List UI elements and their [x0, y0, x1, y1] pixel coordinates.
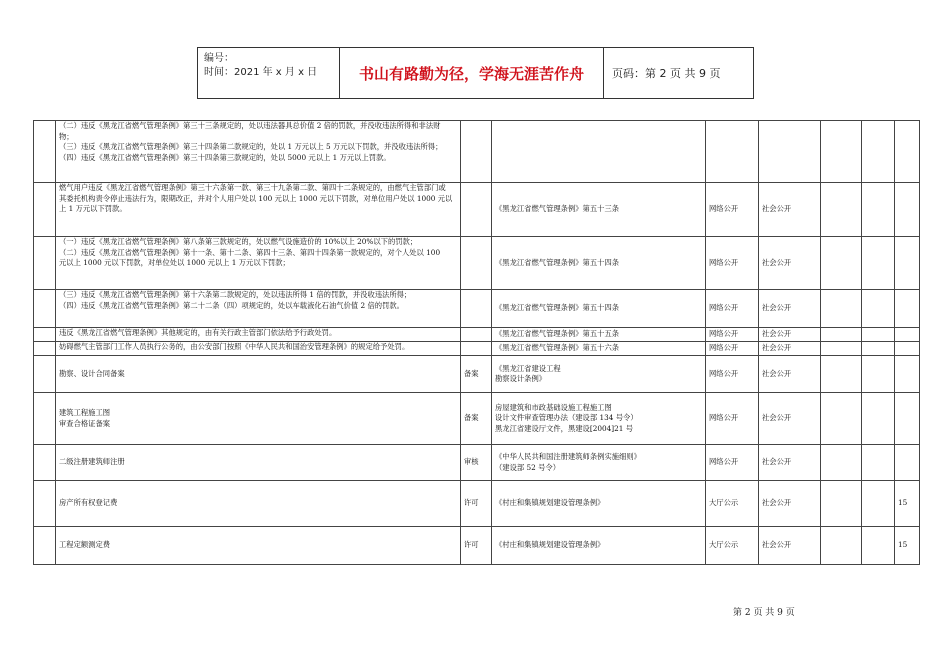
basis-text-line: 黑龙江省建设厅文件，黑建设[2004]21 号	[495, 423, 634, 433]
scope-cell: 社会公开	[759, 393, 821, 445]
row-index-cell	[34, 183, 56, 237]
days-cell	[895, 237, 920, 290]
days-cell	[895, 393, 920, 445]
method-cell	[706, 121, 759, 183]
blank-cell	[862, 342, 895, 356]
item-cell	[56, 356, 461, 393]
type-cell: 许可	[461, 527, 492, 565]
days-cell	[895, 356, 920, 393]
basis-text-line: 《黑龙江省建设工程	[495, 363, 561, 373]
blank-cell	[821, 183, 862, 237]
item-text-line: 其委托机构责令停止违法行为，限期改正，并对个人用户处以 100 元以上 1000 元以下罚款，对单位用户处以 1000 元以	[59, 193, 453, 203]
item-text-line: 违反《黑龙江省燃气管理条例》其他规定的，由有关行政主管部门依法给予行政处罚。	[59, 328, 337, 337]
blank-cell	[862, 237, 895, 290]
method-cell: 大厅公示	[706, 481, 759, 527]
scope-cell	[759, 121, 821, 183]
scope-cell: 社会公开	[759, 328, 821, 342]
blank-cell	[862, 290, 895, 328]
method-cell: 网络公开	[706, 183, 759, 237]
item-cell	[56, 121, 461, 183]
type-cell: 许可	[461, 481, 492, 527]
header-meta	[198, 48, 340, 98]
item-text-line: （二）违反《黑龙江省燃气管理条例》第十一条、第十二条、第四十三条、第四十四条第一款规定的，对个人处以 100	[59, 247, 441, 257]
table-row	[34, 393, 920, 445]
item-text-line: 房产所有权登记费	[59, 498, 118, 508]
blank-cell	[862, 121, 895, 183]
item-text-line: （四）违反《黑龙江省燃气管理条例》第二十二条（四）项规定的，处以车载液化石油气价值 2 倍的罚款。	[59, 300, 404, 310]
row-index-cell	[34, 342, 56, 356]
basis-cell	[492, 183, 706, 237]
blank-cell	[821, 481, 862, 527]
basis-text-line: 《黑龙江省燃气管理条例》第五十四条	[495, 257, 620, 267]
item-text-line: （二）违反《黑龙江省燃气管理条例》第三十三条规定的，处以违法器具总价值 2 倍的罚款，并没收违法所得和非法财	[59, 121, 441, 130]
type-cell	[461, 183, 492, 237]
item-cell	[56, 481, 461, 527]
row-index-cell	[34, 445, 56, 481]
blank-cell	[862, 393, 895, 445]
page-header	[197, 47, 754, 99]
scope-cell: 社会公开	[759, 527, 821, 565]
basis-text-line: 设计文件审查管理办法（建设部 134 号令）	[495, 413, 638, 423]
basis-text-line: 《黑龙江省燃气管理条例》第五十四条	[495, 303, 620, 313]
blank-cell	[821, 121, 862, 183]
document-number-label: 编号：	[204, 53, 234, 64]
scope-cell: 社会公开	[759, 445, 821, 481]
basis-cell	[492, 481, 706, 527]
item-cell	[56, 183, 461, 237]
basis-cell	[492, 527, 706, 565]
basis-text-line: 《村庄和集镇规划建设管理条例》	[495, 540, 605, 550]
item-cell	[56, 328, 461, 342]
blank-cell	[862, 481, 895, 527]
row-index-cell	[34, 121, 56, 183]
blank-cell	[862, 183, 895, 237]
row-index-cell	[34, 527, 56, 565]
blank-cell	[862, 328, 895, 342]
item-text-line: 工程定额测定费	[59, 540, 111, 550]
basis-cell	[492, 328, 706, 342]
item-cell	[56, 445, 461, 481]
page-footer: 第 2 页 共 9 页	[733, 608, 795, 618]
days-cell	[895, 342, 920, 356]
blank-cell	[821, 393, 862, 445]
item-text-line: 燃气用户违反《黑龙江省燃气管理条例》第三十六条第一款、第三十九条第二款、第四十二条规定的，由燃气主管部门或	[59, 183, 446, 192]
item-cell	[56, 527, 461, 565]
basis-text-line: 《村庄和集镇规划建设管理条例》	[495, 498, 605, 508]
type-cell	[461, 328, 492, 342]
table-row	[34, 183, 920, 237]
table-row	[34, 445, 920, 481]
days-cell	[895, 121, 920, 183]
type-cell	[461, 290, 492, 328]
item-text-line: 元以上 1000 元以下罚款，对单位处以 1000 元以上 1 万元以下罚款；	[59, 258, 290, 267]
table-row	[34, 328, 920, 342]
days-cell	[895, 290, 920, 328]
row-index-cell	[34, 393, 56, 445]
type-cell: 审核	[461, 445, 492, 481]
item-text-line: 妨碍燃气主管部门工作人员执行公务的，由公安部门按照《中华人民共和国治安管理条例》的规定给予处罚。	[59, 342, 410, 351]
row-index-cell	[34, 328, 56, 342]
scope-cell: 社会公开	[759, 481, 821, 527]
item-text-line: 上 1 万元以下罚款。	[59, 204, 127, 213]
item-cell	[56, 290, 461, 328]
scope-cell: 社会公开	[759, 183, 821, 237]
blank-cell	[821, 445, 862, 481]
basis-text-line: 《中华人民共和国注册建筑师条例实施细则》	[495, 452, 641, 461]
table-row	[34, 356, 920, 393]
basis-cell	[492, 237, 706, 290]
type-cell	[461, 121, 492, 183]
item-text-line: 审查合格证备案	[59, 418, 111, 428]
row-index-cell	[34, 290, 56, 328]
basis-text-line: 《黑龙江省燃气管理条例》第五十三条	[495, 204, 620, 214]
basis-cell	[492, 290, 706, 328]
item-cell	[56, 237, 461, 290]
days-cell	[895, 183, 920, 237]
basis-cell	[492, 445, 706, 481]
method-cell: 网络公开	[706, 328, 759, 342]
days-cell	[895, 445, 920, 481]
blank-cell	[821, 342, 862, 356]
method-cell: 网络公开	[706, 237, 759, 290]
item-text-line: （三）违反《黑龙江省燃气管理条例》第三十四条第二款规定的，处以 1 万元以上 5 万元以下罚款，并没收违法所得；	[59, 142, 443, 151]
basis-text-line: 《黑龙江省燃气管理条例》第五十六条	[495, 343, 620, 353]
row-index-cell	[34, 237, 56, 290]
basis-text-line: 《黑龙江省燃气管理条例》第五十五条	[495, 329, 620, 339]
blank-cell	[821, 237, 862, 290]
blank-cell	[862, 445, 895, 481]
item-text-line: （三）违反《黑龙江省燃气管理条例》第十六条第二款规定的，处以违法所得 1 倍的罚款，并没收违法所得；	[59, 290, 412, 299]
header-motto: 书山有路勤为径，学海无涯苦作舟	[340, 48, 604, 98]
method-cell: 大厅公示	[706, 527, 759, 565]
table-row	[34, 527, 920, 565]
basis-text-line: （建设部 52 号令）	[495, 462, 561, 472]
item-text-line: 勘察、设计合同备案	[59, 368, 125, 378]
basis-cell	[492, 121, 706, 183]
basis-text-line: 房屋建筑和市政基础设施工程施工图	[495, 402, 612, 412]
item-cell	[56, 393, 461, 445]
basis-cell	[492, 356, 706, 393]
method-cell: 网络公开	[706, 356, 759, 393]
item-cell	[56, 342, 461, 356]
days-cell: 15	[895, 481, 920, 527]
type-cell: 备案	[461, 393, 492, 445]
blank-cell	[821, 527, 862, 565]
blank-cell	[821, 290, 862, 328]
basis-cell	[492, 393, 706, 445]
blank-cell	[862, 356, 895, 393]
document-date: 时间：2021 年 x 月 x 日	[204, 67, 318, 78]
method-cell: 网络公开	[706, 290, 759, 328]
regulation-table	[33, 120, 920, 565]
table-row	[34, 290, 920, 328]
header-page-number: 页码：第 2 页 共 9 页	[612, 67, 721, 80]
table-row	[34, 237, 920, 290]
days-cell	[895, 328, 920, 342]
item-text-line: 二级注册建筑师注册	[59, 457, 125, 467]
scope-cell: 社会公开	[759, 290, 821, 328]
type-cell	[461, 342, 492, 356]
method-cell: 网络公开	[706, 393, 759, 445]
item-text-line: （四）违反《黑龙江省燃气管理条例》第三十四条第三款规定的，处以 5000 元以上 1 万元以上罚款。	[59, 152, 391, 162]
basis-cell	[492, 342, 706, 356]
method-cell: 网络公开	[706, 445, 759, 481]
blank-cell	[862, 527, 895, 565]
item-text-line: 建筑工程施工图	[59, 408, 111, 417]
table-row	[34, 121, 920, 183]
type-cell: 备案	[461, 356, 492, 393]
method-cell: 网络公开	[706, 342, 759, 356]
item-text-line: （一）违反《黑龙江省燃气管理条例》第八条第三款规定的，处以燃气设施造价的 10%以上 20%以下的罚款；	[59, 237, 418, 246]
type-cell	[461, 237, 492, 290]
scope-cell: 社会公开	[759, 356, 821, 393]
row-index-cell	[34, 481, 56, 527]
scope-cell: 社会公开	[759, 342, 821, 356]
table-row	[34, 342, 920, 356]
row-index-cell	[34, 356, 56, 393]
item-text-line: 物；	[59, 131, 74, 141]
blank-cell	[821, 356, 862, 393]
table-row	[34, 481, 920, 527]
days-cell: 15	[895, 527, 920, 565]
blank-cell	[821, 328, 862, 342]
basis-text-line: 勘察设计条例》	[495, 374, 547, 383]
scope-cell: 社会公开	[759, 237, 821, 290]
